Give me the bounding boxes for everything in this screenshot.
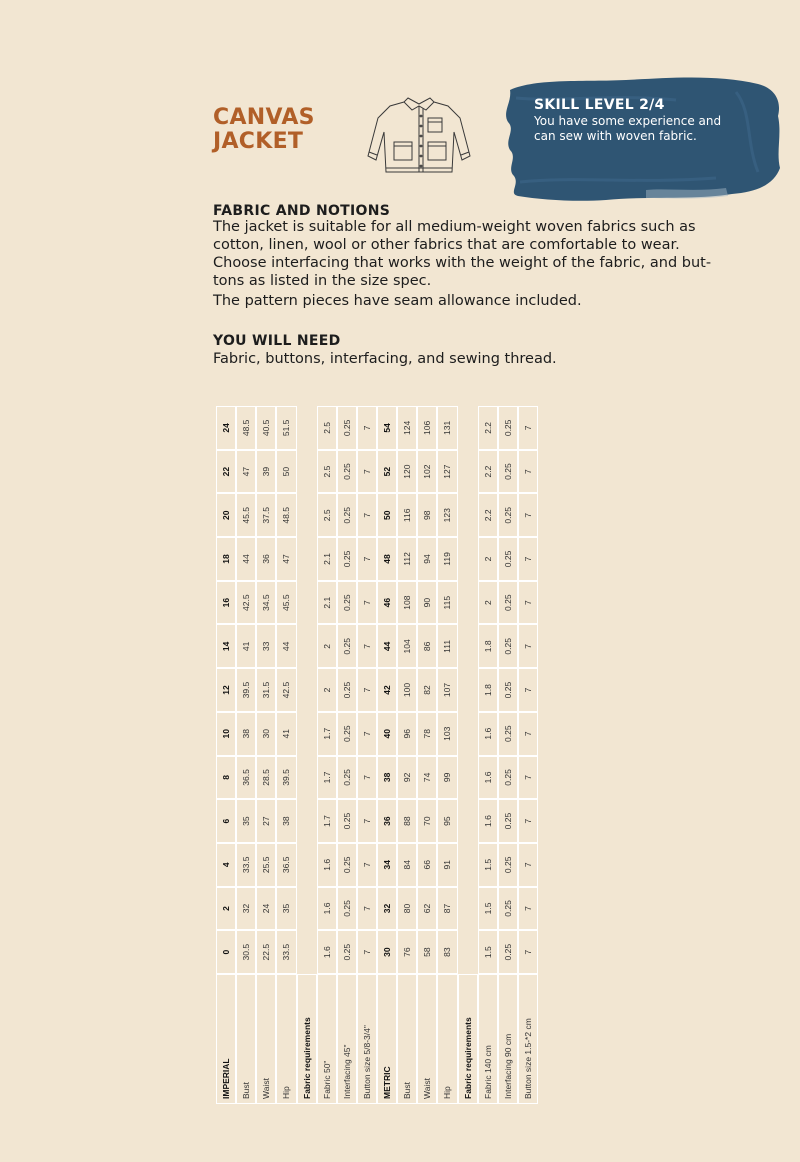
row-label: Fabric 140 cm [479, 975, 497, 1103]
table-cell: 108 [398, 582, 416, 624]
row-label: Bust [398, 975, 416, 1103]
table-cell: 7 [358, 844, 376, 886]
row-label: Button size 1.5-*2 cm [519, 975, 537, 1103]
table-cell: 119 [438, 538, 456, 580]
table-cell: 4 [217, 844, 235, 886]
table-cell: 0.25 [499, 800, 517, 842]
table-cell: 39 [257, 451, 275, 493]
empty-cell [459, 931, 477, 973]
table-cell: 0.25 [499, 407, 517, 449]
table-cell: 107 [438, 669, 456, 711]
need-text: Fabric, buttons, interfacing, and sewing thread. [213, 351, 557, 367]
table-cell: 80 [398, 888, 416, 930]
empty-cell [459, 538, 477, 580]
table-cell: 38 [277, 800, 295, 842]
table-cell: 36.5 [237, 757, 255, 799]
imperial-size-row [217, 407, 235, 1103]
table-cell: 1.8 [479, 669, 497, 711]
size-table [215, 405, 539, 1105]
table-cell: 35 [277, 888, 295, 930]
table-cell: 52 [378, 451, 396, 493]
table-cell: 45.5 [277, 582, 295, 624]
table-cell: 90 [418, 582, 436, 624]
table-cell: 0.25 [338, 451, 356, 493]
row-label: Fabric requirements [298, 975, 316, 1103]
table-cell: 1.5 [479, 844, 497, 886]
table-cell: 7 [358, 757, 376, 799]
table-cell: 46 [378, 582, 396, 624]
table-cell: 7 [358, 713, 376, 755]
empty-cell [298, 888, 316, 930]
table-cell: 54 [378, 407, 396, 449]
table-cell: 102 [418, 451, 436, 493]
table-cell: 37.5 [257, 494, 275, 536]
table-cell: 7 [358, 451, 376, 493]
metric-measure-row [418, 407, 436, 1103]
jacket-icon [360, 92, 478, 178]
row-label: METRIC [378, 975, 396, 1103]
table-cell: 33 [257, 626, 275, 668]
table-cell: 96 [398, 713, 416, 755]
title-line-1: CANVAS [213, 105, 315, 130]
empty-cell [298, 931, 316, 973]
table-cell: 74 [418, 757, 436, 799]
table-cell: 98 [418, 494, 436, 536]
table-cell: 20 [217, 494, 235, 536]
table-cell: 7 [358, 582, 376, 624]
table-cell: 28.5 [257, 757, 275, 799]
table-cell: 95 [438, 800, 456, 842]
empty-cell [459, 407, 477, 449]
table-cell: 34 [378, 844, 396, 886]
table-cell: 7 [358, 669, 376, 711]
fabric-line: The jacket is suitable for all medium-weight woven fabrics such as [213, 219, 696, 235]
table-cell: 7 [519, 538, 537, 580]
imperial-fabric-header-row [298, 407, 316, 1103]
table-cell: 123 [438, 494, 456, 536]
skill-level-title: SKILL LEVEL 2/4 [534, 97, 665, 113]
fabric-line: The pattern pieces have seam allowance included. [213, 293, 582, 309]
table-cell: 2.5 [318, 407, 336, 449]
table-cell: 2.5 [318, 494, 336, 536]
metric-measure-row [438, 407, 456, 1103]
table-cell: 0.25 [338, 713, 356, 755]
empty-cell [298, 757, 316, 799]
table-cell: 91 [438, 844, 456, 886]
row-label: Waist [257, 975, 275, 1103]
metric-fabric-header-row [459, 407, 477, 1103]
table-cell: 7 [519, 407, 537, 449]
table-cell: 22 [217, 451, 235, 493]
table-cell: 104 [398, 626, 416, 668]
table-cell: 48.5 [237, 407, 255, 449]
table-cell: 0.25 [499, 626, 517, 668]
table-cell: 78 [418, 713, 436, 755]
imperial-fabric-row [318, 407, 336, 1103]
table-cell: 50 [277, 451, 295, 493]
table-cell: 34.5 [257, 582, 275, 624]
table-cell: 2 [318, 669, 336, 711]
table-cell: 44 [378, 626, 396, 668]
imperial-fabric-row [358, 407, 376, 1103]
table-cell: 1.6 [479, 757, 497, 799]
empty-cell [298, 494, 316, 536]
table-cell: 7 [358, 888, 376, 930]
table-cell: 48.5 [277, 494, 295, 536]
table-cell: 115 [438, 582, 456, 624]
table-cell: 0.25 [338, 407, 356, 449]
table-cell: 25.5 [257, 844, 275, 886]
table-cell: 7 [519, 626, 537, 668]
table-cell: 1.8 [479, 626, 497, 668]
table-cell: 38 [237, 713, 255, 755]
table-cell: 7 [519, 888, 537, 930]
table-cell: 38 [378, 757, 396, 799]
metric-fabric-row [519, 407, 537, 1103]
table-cell: 7 [358, 800, 376, 842]
empty-cell [459, 713, 477, 755]
row-label: Interfacing 90 cm [499, 975, 517, 1103]
empty-cell [298, 800, 316, 842]
table-cell: 1.6 [318, 888, 336, 930]
empty-cell [459, 626, 477, 668]
imperial-measure-row [237, 407, 255, 1103]
table-cell: 1.6 [479, 713, 497, 755]
table-cell: 2.2 [479, 407, 497, 449]
imperial-measure-row [277, 407, 295, 1103]
table-cell: 7 [519, 494, 537, 536]
table-cell: 39.5 [237, 669, 255, 711]
table-cell: 76 [398, 931, 416, 973]
pattern-title [213, 106, 353, 154]
empty-cell [459, 888, 477, 930]
empty-cell [459, 757, 477, 799]
empty-cell [298, 451, 316, 493]
table-cell: 0.25 [338, 494, 356, 536]
table-cell: 0.25 [499, 582, 517, 624]
table-cell: 0.25 [499, 713, 517, 755]
metric-fabric-row [499, 407, 517, 1103]
table-cell: 0.25 [338, 931, 356, 973]
table-cell: 7 [519, 713, 537, 755]
imperial-measure-row [257, 407, 275, 1103]
table-cell: 1.6 [479, 800, 497, 842]
table-cell: 18 [217, 538, 235, 580]
table-cell: 7 [519, 582, 537, 624]
fabric-paragraph [213, 218, 733, 310]
table-cell: 7 [358, 538, 376, 580]
table-cell: 35 [237, 800, 255, 842]
table-cell: 84 [398, 844, 416, 886]
table-cell: 45.5 [237, 494, 255, 536]
table-cell: 1.6 [318, 844, 336, 886]
empty-cell [298, 713, 316, 755]
table-cell: 112 [398, 538, 416, 580]
table-cell: 32 [237, 888, 255, 930]
table-cell: 0.25 [338, 844, 356, 886]
empty-cell [459, 844, 477, 886]
metric-fabric-row [479, 407, 497, 1103]
table-cell: 99 [438, 757, 456, 799]
table-cell: 6 [217, 800, 235, 842]
table-cell: 0.25 [338, 626, 356, 668]
fabric-heading: FABRIC AND NOTIONS [213, 203, 391, 219]
table-cell: 131 [438, 407, 456, 449]
empty-cell [298, 538, 316, 580]
table-cell: 7 [519, 844, 537, 886]
table-cell: 88 [398, 800, 416, 842]
table-cell: 0.25 [338, 757, 356, 799]
table-cell: 0.25 [338, 888, 356, 930]
table-cell: 0.25 [338, 538, 356, 580]
table-cell: 106 [418, 407, 436, 449]
empty-cell [298, 669, 316, 711]
table-cell: 2 [217, 888, 235, 930]
table-cell: 7 [519, 451, 537, 493]
table-cell: 0.25 [499, 844, 517, 886]
table-cell: 36 [257, 538, 275, 580]
table-cell: 22.5 [257, 931, 275, 973]
table-cell: 24 [257, 888, 275, 930]
table-cell: 40.5 [257, 407, 275, 449]
table-cell: 0.25 [499, 538, 517, 580]
table-cell: 70 [418, 800, 436, 842]
table-cell: 27 [257, 800, 275, 842]
empty-cell [459, 800, 477, 842]
table-cell: 87 [438, 888, 456, 930]
empty-cell [298, 844, 316, 886]
table-cell: 0.25 [499, 757, 517, 799]
table-cell: 1.7 [318, 800, 336, 842]
table-cell: 1.7 [318, 757, 336, 799]
row-label: IMPERIAL [217, 975, 235, 1103]
empty-cell [298, 626, 316, 668]
table-cell: 1.6 [318, 931, 336, 973]
table-cell: 2.2 [479, 494, 497, 536]
table-cell: 40 [378, 713, 396, 755]
table-cell: 10 [217, 713, 235, 755]
fabric-line: tons as listed in the size spec. [213, 273, 432, 289]
table-cell: 7 [519, 757, 537, 799]
table-cell: 7 [519, 669, 537, 711]
table-cell: 0.25 [338, 582, 356, 624]
row-label: Hip [277, 975, 295, 1103]
table-cell: 30.5 [237, 931, 255, 973]
table-cell: 0.25 [499, 888, 517, 930]
table-cell: 24 [217, 407, 235, 449]
fabric-line: cotton, linen, wool or other fabrics that are comfortable to wear. [213, 237, 680, 253]
table-cell: 36.5 [277, 844, 295, 886]
row-label: Interfacing 45" [338, 975, 356, 1103]
table-cell: 1.7 [318, 713, 336, 755]
table-cell: 62 [418, 888, 436, 930]
table-cell: 0.25 [499, 494, 517, 536]
table-cell: 94 [418, 538, 436, 580]
table-cell: 2 [318, 626, 336, 668]
table-cell: 39.5 [277, 757, 295, 799]
table-cell: 0.25 [499, 669, 517, 711]
table-cell: 92 [398, 757, 416, 799]
row-label: Button size 5/8-3/4" [358, 975, 376, 1103]
skill-level-description: You have some experience and can sew with woven fabric. [534, 114, 722, 143]
metric-measure-row [398, 407, 416, 1103]
empty-cell [459, 669, 477, 711]
table-cell: 44 [237, 538, 255, 580]
empty-cell [298, 407, 316, 449]
table-cell: 7 [519, 931, 537, 973]
table-cell: 8 [217, 757, 235, 799]
table-cell: 58 [418, 931, 436, 973]
table-cell: 41 [237, 626, 255, 668]
table-cell: 2.2 [479, 451, 497, 493]
table-cell: 0.25 [338, 669, 356, 711]
table-cell: 1.5 [479, 888, 497, 930]
table-cell: 51.5 [277, 407, 295, 449]
imperial-fabric-row [338, 407, 356, 1103]
table-cell: 66 [418, 844, 436, 886]
empty-cell [298, 582, 316, 624]
row-label: Fabric 50" [318, 975, 336, 1103]
skill-level-box [534, 96, 734, 144]
need-heading: YOU WILL NEED [213, 333, 341, 349]
table-cell: 33.5 [237, 844, 255, 886]
table-cell: 83 [438, 931, 456, 973]
table-cell: 7 [358, 407, 376, 449]
table-cell: 47 [277, 538, 295, 580]
row-label: Waist [418, 975, 436, 1103]
table-cell: 33.5 [277, 931, 295, 973]
table-cell: 16 [217, 582, 235, 624]
table-cell: 111 [438, 626, 456, 668]
table-cell: 47 [237, 451, 255, 493]
table-cell: 124 [398, 407, 416, 449]
table-cell: 0.25 [499, 931, 517, 973]
table-cell: 42 [378, 669, 396, 711]
size-chart [215, 405, 539, 1105]
table-cell: 2.1 [318, 582, 336, 624]
table-cell: 42.5 [237, 582, 255, 624]
table-cell: 2 [479, 538, 497, 580]
title-line-2: JACKET [213, 129, 304, 154]
table-cell: 36 [378, 800, 396, 842]
table-cell: 7 [358, 626, 376, 668]
table-cell: 7 [358, 494, 376, 536]
table-cell: 50 [378, 494, 396, 536]
row-label: Fabric requirements [459, 975, 477, 1103]
table-cell: 30 [257, 713, 275, 755]
table-cell: 42.5 [277, 669, 295, 711]
table-cell: 0.25 [499, 451, 517, 493]
row-label: Bust [237, 975, 255, 1103]
table-cell: 1.5 [479, 931, 497, 973]
table-cell: 116 [398, 494, 416, 536]
table-cell: 30 [378, 931, 396, 973]
table-cell: 127 [438, 451, 456, 493]
table-cell: 0.25 [338, 800, 356, 842]
table-cell: 100 [398, 669, 416, 711]
table-cell: 48 [378, 538, 396, 580]
table-cell: 82 [418, 669, 436, 711]
table-cell: 2.1 [318, 538, 336, 580]
metric-size-row [378, 407, 396, 1103]
empty-cell [459, 582, 477, 624]
table-cell: 7 [519, 800, 537, 842]
table-cell: 32 [378, 888, 396, 930]
table-cell: 86 [418, 626, 436, 668]
table-cell: 41 [277, 713, 295, 755]
empty-cell [459, 494, 477, 536]
table-cell: 2.5 [318, 451, 336, 493]
table-cell: 14 [217, 626, 235, 668]
table-cell: 31.5 [257, 669, 275, 711]
row-label: Hip [438, 975, 456, 1103]
table-cell: 7 [358, 931, 376, 973]
table-cell: 44 [277, 626, 295, 668]
table-cell: 0 [217, 931, 235, 973]
table-cell: 12 [217, 669, 235, 711]
table-cell: 120 [398, 451, 416, 493]
empty-cell [459, 451, 477, 493]
table-cell: 103 [438, 713, 456, 755]
table-cell: 2 [479, 582, 497, 624]
fabric-line: Choose interfacing that works with the weight of the fabric, and but- [213, 255, 712, 271]
